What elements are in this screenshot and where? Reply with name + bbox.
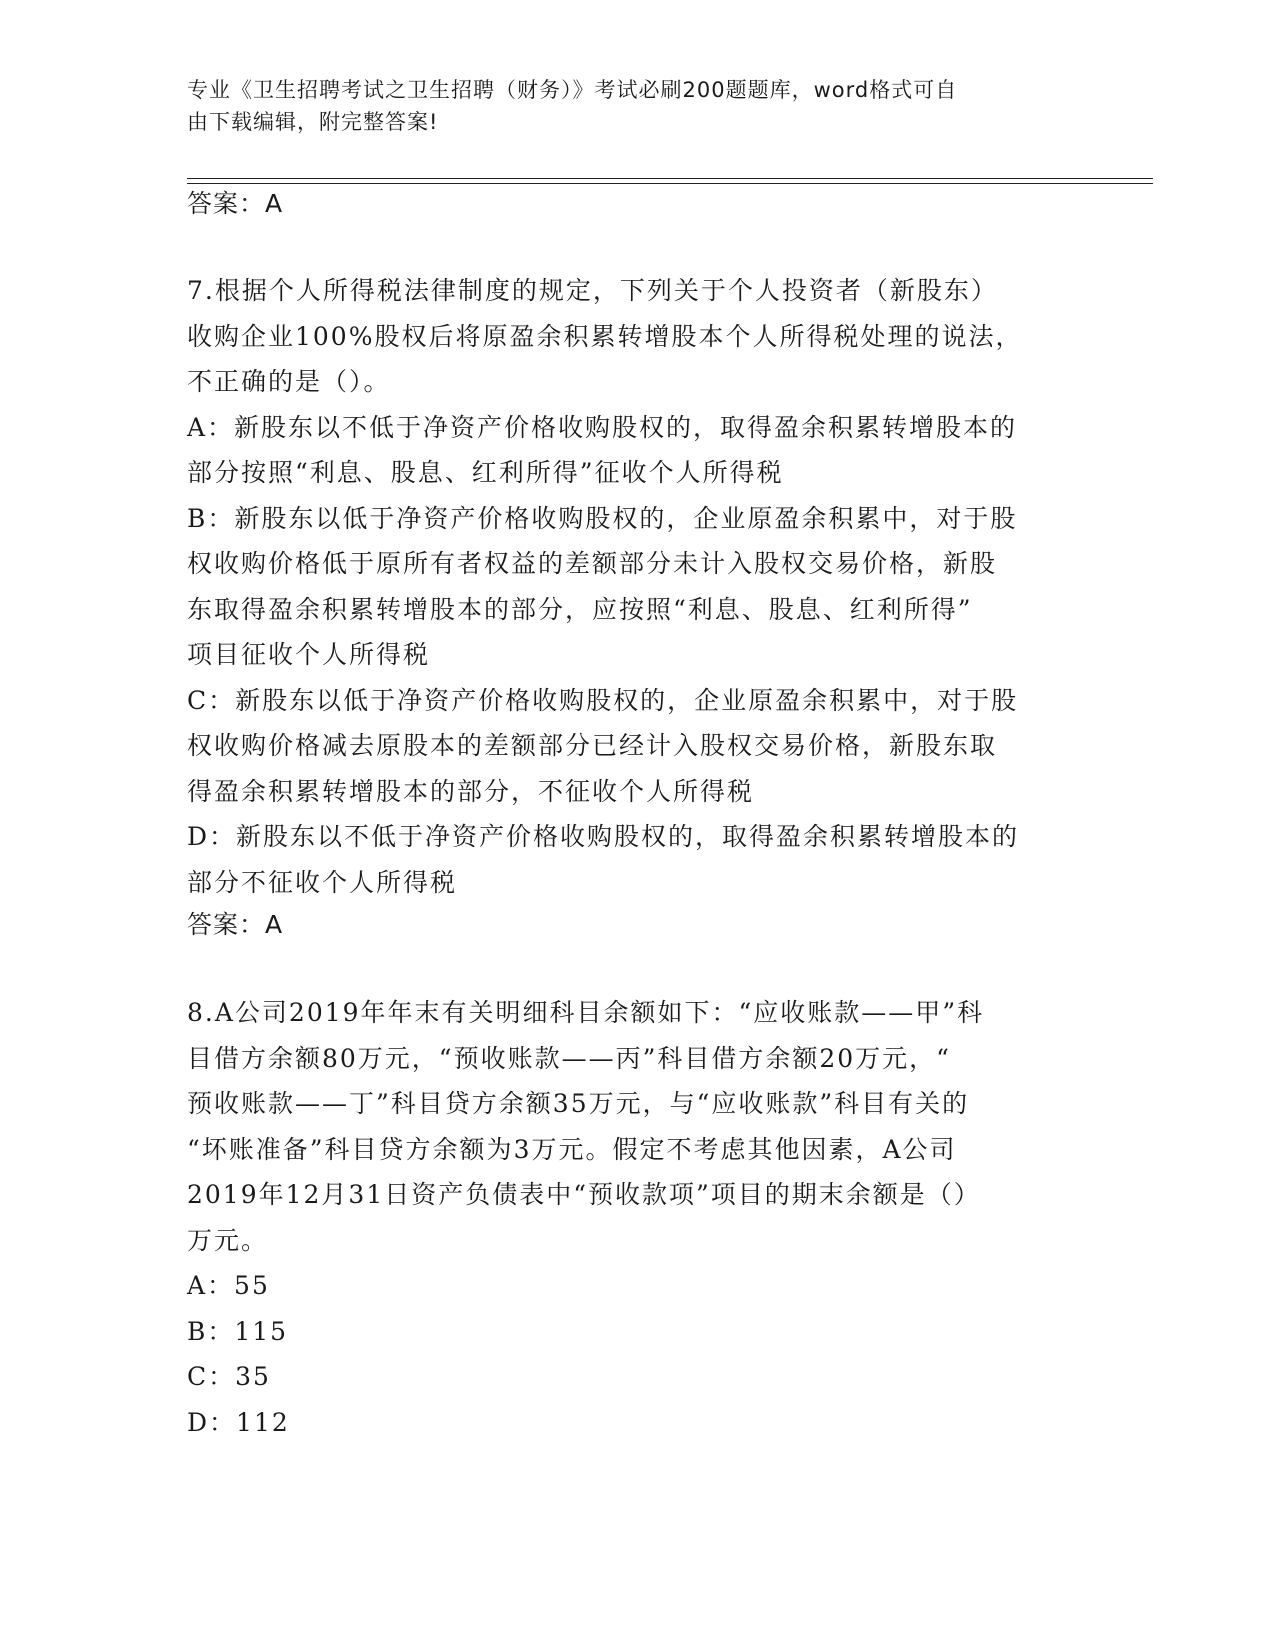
question-stem: “坏账准备”科目贷方余额为3万元。假定不考虑其他因素，A公司 xyxy=(187,1134,957,1164)
question-stem: 预收账款——丁”科目贷方余额35万元，与“应收账款”科目有关的 xyxy=(187,1089,970,1118)
question-7 xyxy=(187,268,1087,905)
header-divider-bottom xyxy=(187,183,1153,184)
question-7-answer: 答案：A xyxy=(187,910,284,939)
option-d: D：新股东以不低于净资产价格收购股权的，取得盈余积累转增股本的 xyxy=(187,822,1020,851)
document-header xyxy=(187,74,1067,138)
question-stem: 目借方余额80万元，“预收账款——丙”科目借方余额20万元，“ xyxy=(187,1043,951,1073)
option-b: B：115 xyxy=(187,1316,289,1346)
question-stem: 7.根据个人所得税法律制度的规定，下列关于个人投资者（新股东） xyxy=(187,276,998,305)
question-stem: 不正确的是（）。 xyxy=(187,367,391,396)
option-b: 项目征收个人所得税 xyxy=(187,640,431,669)
option-b: 东取得盈余积累转增股本的部分，应按照“利息、股息、红利所得” xyxy=(187,594,973,624)
question-8 xyxy=(187,990,1087,1445)
question-stem: 2019年12月31日资产负债表中“预收款项”项目的期末余额是（） xyxy=(187,1180,981,1209)
header-divider-top xyxy=(187,178,1153,179)
question-stem: 万元。 xyxy=(187,1225,269,1255)
option-a: A：55 xyxy=(187,1271,270,1300)
option-c: 权收购价格减去原股本的差额部分已经计入股权交易价格，新股东取 xyxy=(187,731,998,760)
header-line: 由下载编辑，附完整答案! xyxy=(187,110,439,134)
option-c: C：35 xyxy=(187,1362,271,1391)
header-line: 专业《卫生招聘考试之卫生招聘（财务）》考试必刷200题题库，word格式可自 xyxy=(187,78,958,102)
option-c: 得盈余积累转增股本的部分，不征收个人所得税 xyxy=(187,776,755,806)
option-a: A：新股东以不低于净资产价格收购股权的，取得盈余积累转增股本的 xyxy=(187,412,1018,442)
question-stem: 收购企业100%股权后将原盈余积累转增股本个人所得税处理的说法， xyxy=(187,321,1023,351)
option-b: B：新股东以低于净资产价格收购股权的，企业原盈余积累中，对于股 xyxy=(187,503,1018,533)
previous-answer: 答案：A xyxy=(187,189,284,218)
option-d: 部分不征收个人所得税 xyxy=(187,867,458,897)
option-a: 部分按照“利息、股息、红利所得”征收个人所得税 xyxy=(187,458,784,487)
option-d: D：112 xyxy=(187,1407,290,1437)
option-b: 权收购价格低于原所有者权益的差额部分未计入股权交易价格，新股 xyxy=(187,549,998,578)
question-stem: 8.A公司2019年年末有关明细科目余额如下：“应收账款——甲”科 xyxy=(187,998,985,1027)
option-c: C：新股东以低于净资产价格收购股权的，企业原盈余积累中，对于股 xyxy=(187,685,1019,715)
